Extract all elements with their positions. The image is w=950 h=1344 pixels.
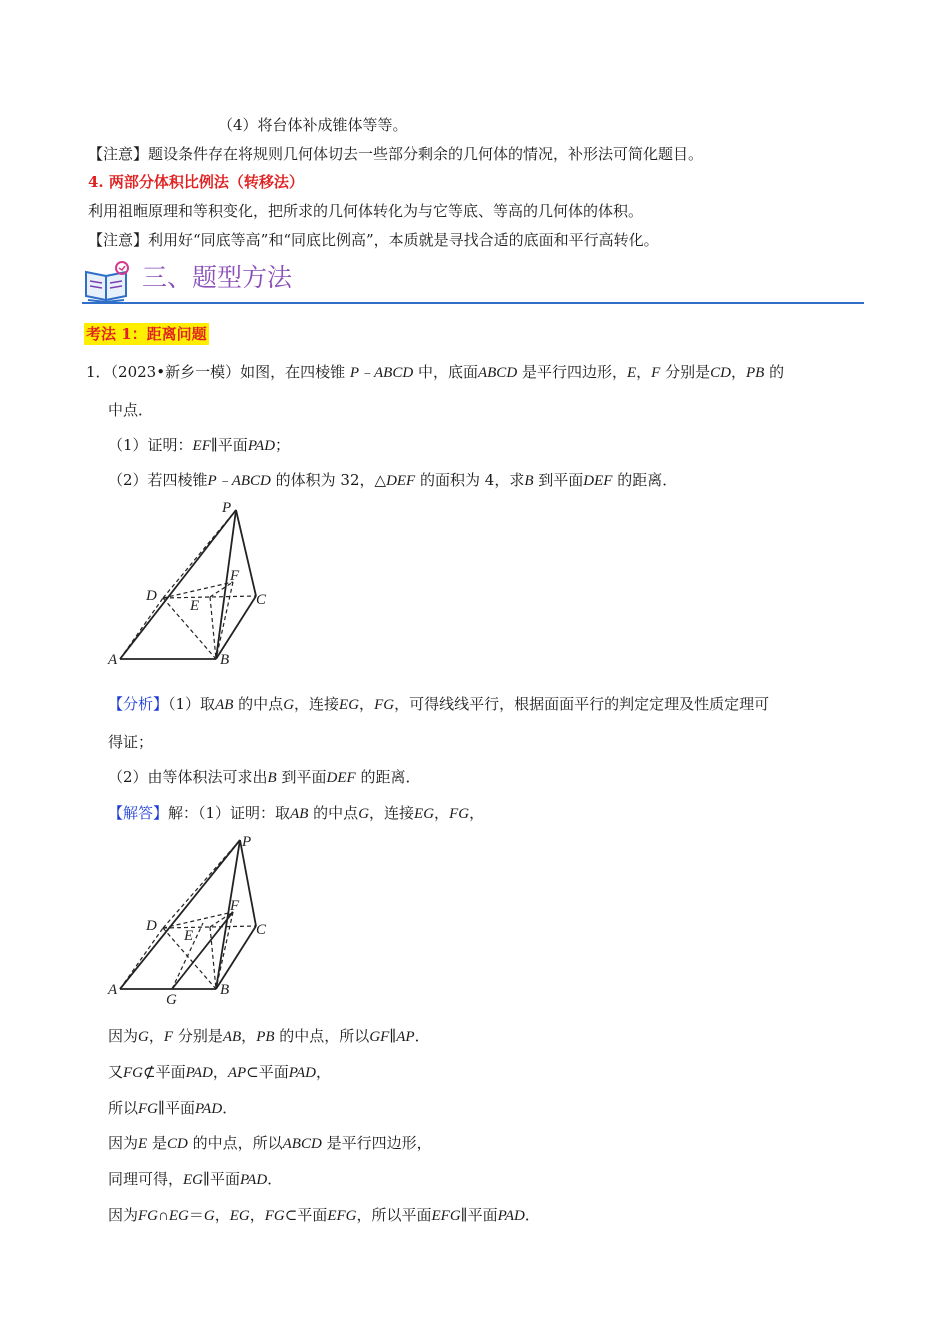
fig1-label-f: F [230,568,240,584]
section-title: 三、题型方法 [142,263,293,292]
fig2-label-g: G [166,992,177,1008]
solution-tag: 【解答】 [108,804,169,822]
fig2-label-e: E [184,928,194,944]
book-icon [82,260,136,302]
heading-4: 4. 两部分体积比例法（转移法） [88,173,304,191]
proof-line-6: 因为FG∩EG＝G，EG，FG⊂平面EFG，所以平面EFG∥平面PAD． [108,1206,540,1224]
step-4: （4）将台体补成锥体等等。 [218,116,408,134]
fig2-label-a: A [108,982,118,998]
problem-line-2: 中点． [108,401,154,419]
fig1-label-e: E [190,598,200,614]
fig2-label-p: P [242,834,252,850]
pyramid-figure-2 [100,826,290,1008]
fig1-label-d: D [146,588,157,604]
note-2: 【注意】利用好“同底等高”和“同底比例高”，本质就是寻找合适的底面和平行高转化。 [88,231,659,249]
pyramid-figure-1 [100,496,290,671]
fig1-label-p: P [222,500,232,516]
fig2-label-b: B [220,982,230,998]
proof-line-3: 所以FG∥平面PAD． [108,1099,238,1117]
analysis-line-2: 得证； [108,733,154,751]
analysis-line-1: 【分析】（1）取AB 的中点G，连接EG，FG，可得线线平行，根据面面平行的判定定理及性质定理可 [108,695,770,713]
fig1-label-b: B [220,652,230,668]
proof-line-4: 因为E 是CD 的中点，所以ABCD 是平行四边形， [108,1134,432,1152]
section-rule [82,302,864,304]
fig2-label-f: F [230,898,240,914]
problem-line-1: 1．（2023•新乡一模）如图，在四棱锥 P﹣ABCD 中，底面ABCD 是平行四边形，E，F 分别是CD，PB 的 [86,363,785,381]
method-badge: 考法 1：距离问题 [86,325,207,343]
fig1-label-a: A [108,652,118,668]
proof-line-1: 因为G，F 分别是AB，PB 的中点，所以GF∥AP． [108,1027,430,1045]
note-1: 【注意】题设条件存在将规则几何体切去一些部分剩余的几何体的情况，补形法可简化题目。 [88,145,704,163]
fig2-label-d: D [146,918,157,934]
text-zugeng: 利用祖暅原理和等积变化，把所求的几何体转化为与它等底、等高的几何体的体积。 [88,202,644,220]
fig1-label-c: C [256,592,267,608]
question-1: （1）证明：EF∥平面PAD； [108,436,291,454]
proof-line-2: 又FG⊄平面PAD，AP⊂平面PAD， [108,1063,331,1081]
proof-line-5: 同理可得，EG∥平面PAD． [108,1170,283,1188]
solution-line-1: 【解答】解：（1）证明：取AB 的中点G，连接EG，FG， [108,804,485,822]
analysis-tag: 【分析】 [108,695,169,713]
analysis-line-3: （2）由等体积法可求出B 到平面DEF 的距离． [108,768,421,786]
question-2: （2）若四棱锥P﹣ABCD 的体积为 32，△DEF 的面积为 4，求B 到平面DEF 的距离． [108,471,678,489]
fig2-label-c: C [256,922,267,938]
